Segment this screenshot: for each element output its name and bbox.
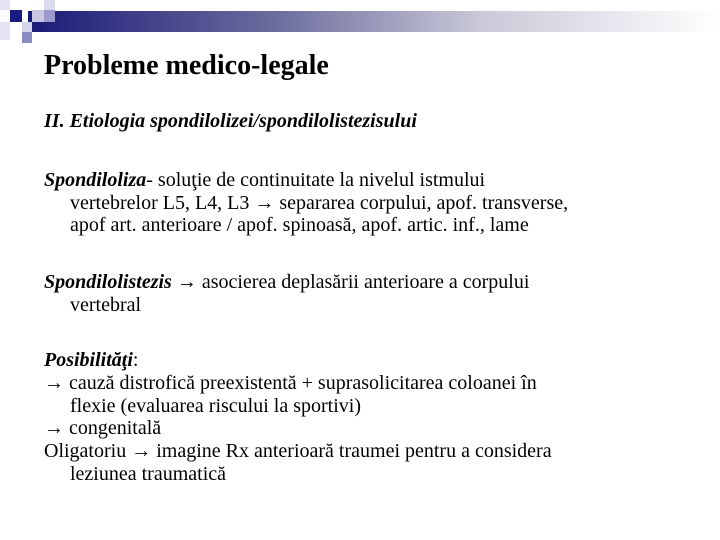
- text-line: vertebral: [70, 293, 142, 316]
- text-line: - soluţie de continuitate la nivelul istmului: [146, 169, 486, 191]
- text-line: leziunea traumatică: [70, 462, 227, 485]
- paragraph-posibilitati: [44, 349, 694, 486]
- text-line: vertebrelor L5, L4, L3 → separarea corpului, apof. transverse,: [70, 191, 569, 214]
- header-gradient-bar: [28, 11, 720, 32]
- text-line: → asocierea deplasării anterioare a corpului: [171, 271, 530, 293]
- decor-square: [10, 10, 22, 22]
- decor-square: [0, 0, 10, 10]
- decor-square: [32, 10, 44, 22]
- term: Posibilităţi: [44, 349, 133, 371]
- paragraph-spondiloliza: [44, 169, 694, 237]
- paragraph-spondilolistezis: [44, 271, 694, 316]
- slide-title: Probleme medico-legale: [44, 50, 329, 81]
- text-line: Oligatoriu → imagine Rx anterioară traumei pentru a considera: [44, 440, 552, 463]
- term: Spondiloliza: [44, 169, 147, 191]
- text-line: → congenitală: [44, 417, 162, 440]
- text-line: flexie (evaluarea riscului la sportivi): [70, 394, 361, 417]
- decor-square: [0, 22, 10, 40]
- decor-square: [22, 22, 32, 32]
- term: Spondilolistezis: [44, 271, 172, 293]
- text-line: apof art. anterioare / apof. spinoasă, apof. artic. inf., lame: [70, 214, 529, 236]
- decor-square: [22, 32, 32, 43]
- text-line: → cauză distrofică preexistentă + suprasolicitarea coloanei în: [44, 371, 537, 394]
- decor-square: [44, 0, 55, 10]
- text-line: :: [132, 349, 139, 371]
- slide-subtitle: II. Etiologia spondilolizei/spondilolistezisului: [44, 110, 417, 132]
- decor-square: [44, 10, 55, 22]
